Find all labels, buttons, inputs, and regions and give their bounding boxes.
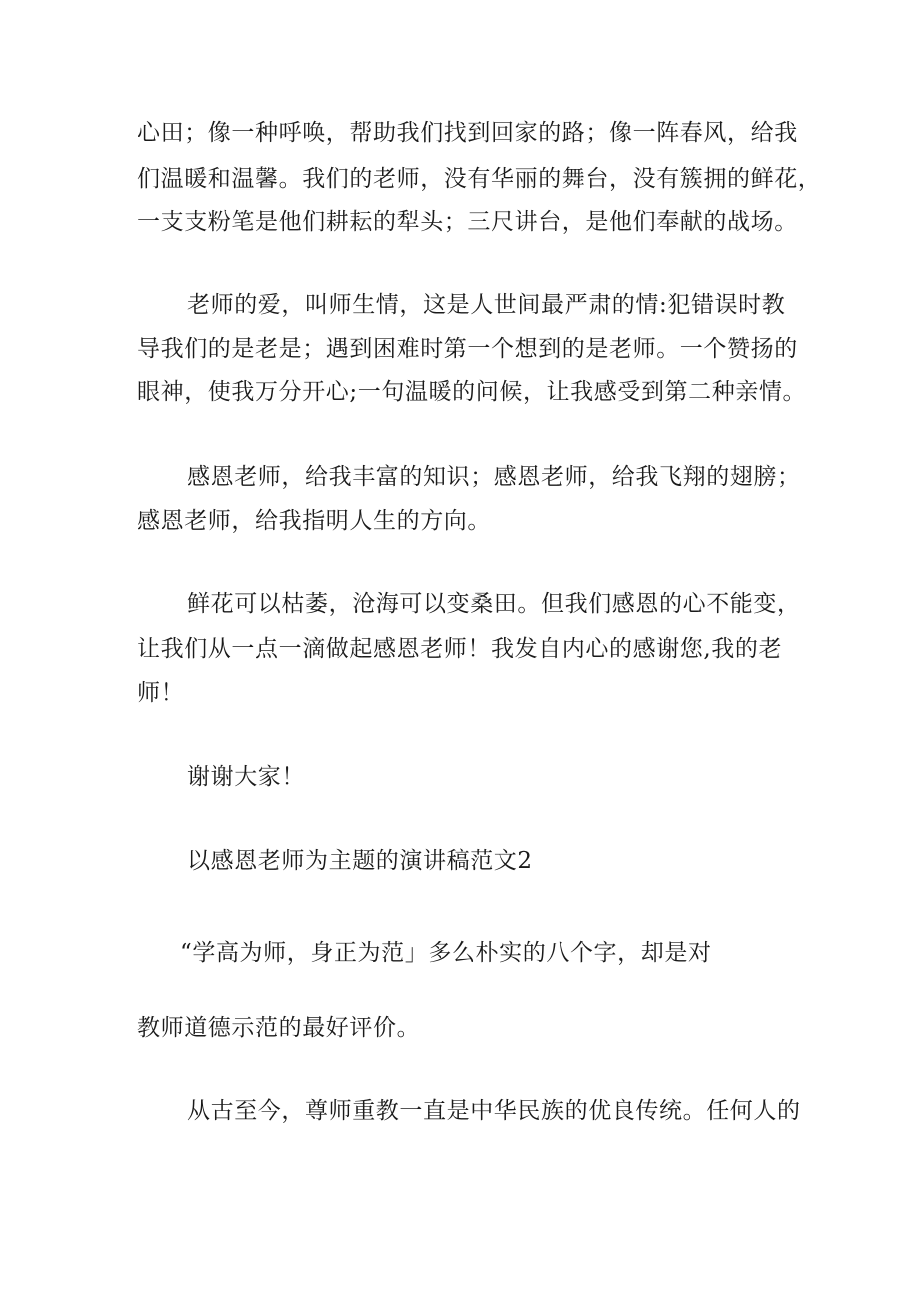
section-heading: 以感恩老师为主题的演讲稿范文2 (187, 848, 533, 874)
text-line: 心田；像一种呼唤，帮助我们找到回家的路；像一阵春风，给我 (137, 120, 798, 146)
text-line: 感恩老师，给我丰富的知识；感恩老师，给我飞翔的翅膀； (187, 464, 801, 490)
text-line: 感恩老师，给我指明人生的方向。 (137, 508, 491, 534)
text-line: “学高为师，身正为范」多么朴实的八个字，却是对 (180, 940, 712, 966)
text-line: 师！ (137, 680, 185, 706)
text-line: 鲜花可以枯萎，沧海可以变桑田。但我们感恩的心不能变， (187, 591, 801, 617)
text-line: 让我们从一点一滴做起感恩老师！我发自内心的感谢您,我的老 (137, 636, 783, 662)
text-line: 导我们的是老是；遇到困难时第一个想到的是老师。一个赞扬的 (137, 336, 798, 362)
text-line: 一支支粉笔是他们耕耘的犁头；三尺讲台，是他们奉献的战场。 (137, 209, 798, 235)
text-line: 从古至今，尊师重教一直是中华民族的优良传统。任何人的 (187, 1098, 801, 1124)
text-line: 教师道德示范的最好评价。 (137, 1015, 421, 1041)
text-line: 老师的爱，叫师生情，这是人世间最严肃的情:犯错误时教 (187, 292, 786, 318)
text-line: 们温暖和温馨。我们的老师，没有华丽的舞台，没有簇拥的鲜花， (137, 166, 822, 192)
text-line: 眼神，使我万分开心;一句温暖的问候，让我感受到第二种亲情。 (137, 379, 807, 405)
text-line: 谢谢大家！ (187, 764, 305, 790)
